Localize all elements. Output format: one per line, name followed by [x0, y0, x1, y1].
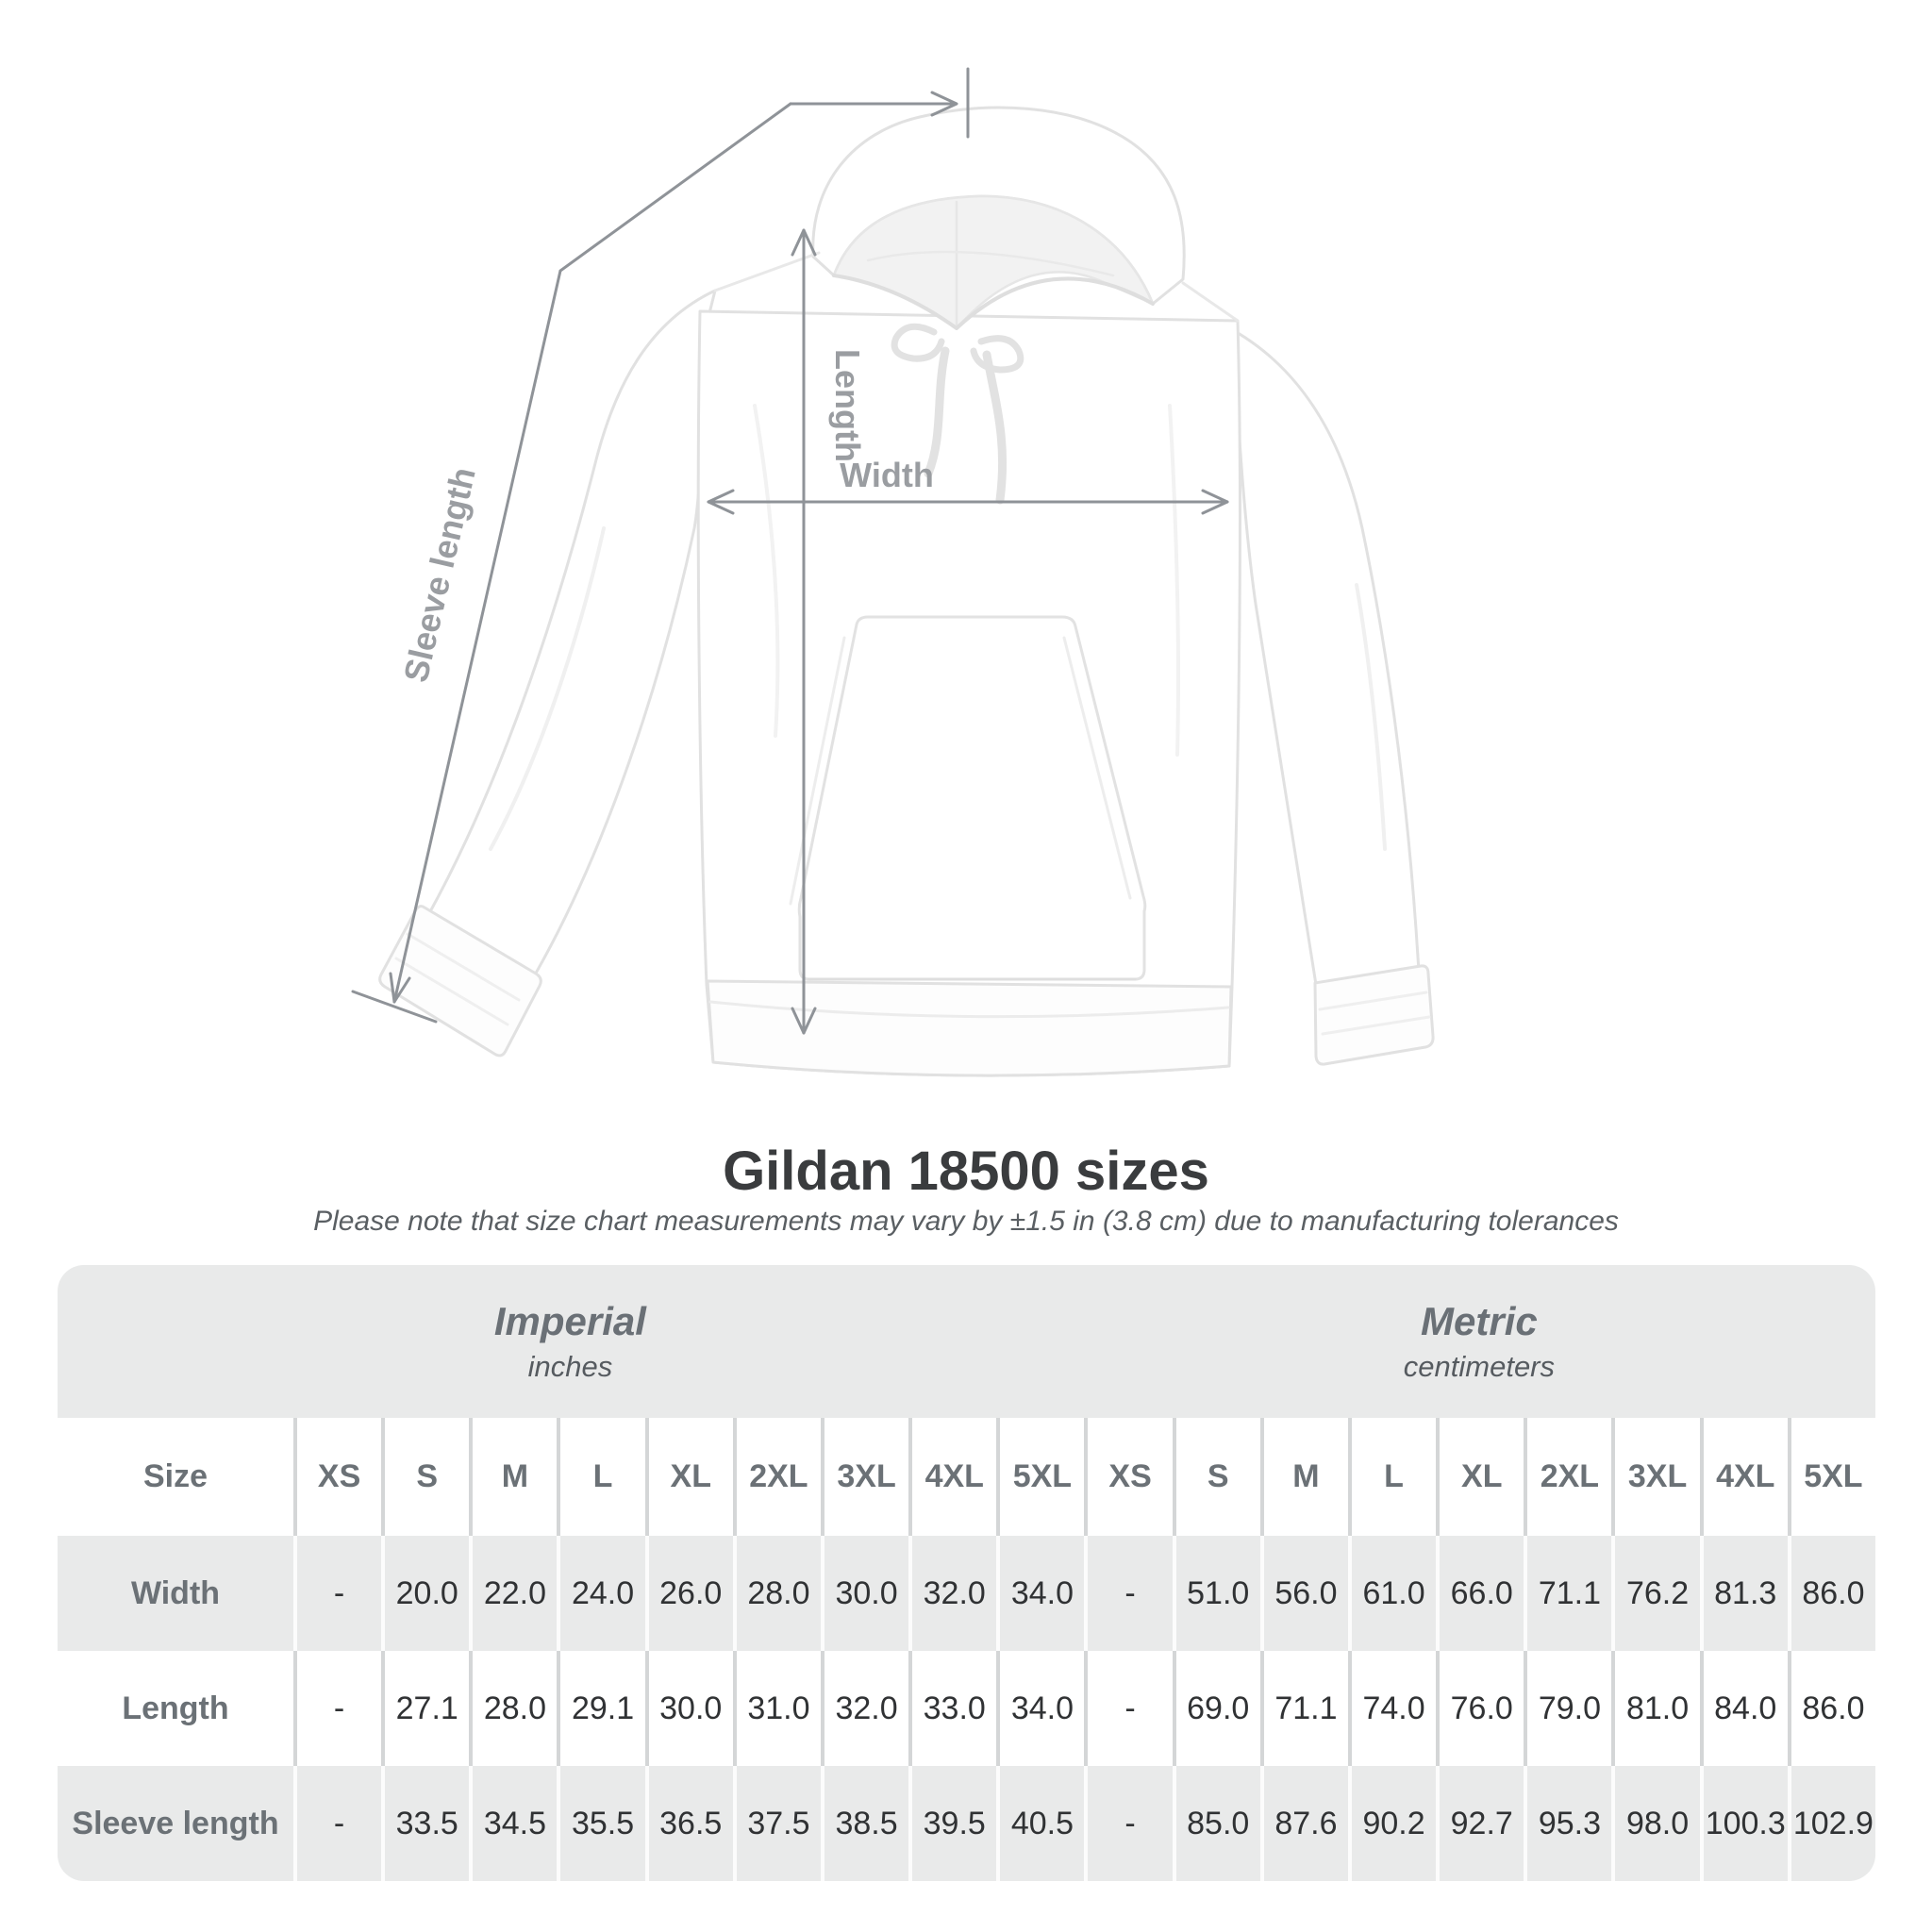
row-label-length: Length: [58, 1651, 293, 1766]
value-cell: 22.0: [469, 1536, 557, 1651]
row-label-width: Width: [58, 1536, 293, 1651]
column-header-metric-s: S: [1173, 1418, 1260, 1536]
hoodie-image: [380, 108, 1433, 1075]
value-cell: 79.0: [1524, 1651, 1611, 1766]
value-cell: 38.5: [821, 1766, 908, 1881]
value-cell: 39.5: [908, 1766, 996, 1881]
value-cell: 100.3: [1700, 1766, 1788, 1881]
value-cell: 32.0: [908, 1536, 996, 1651]
size-grid: [58, 1418, 1875, 1881]
width-label: Width: [840, 456, 934, 494]
column-header-imperial-2xl: 2XL: [733, 1418, 821, 1536]
value-cell: -: [293, 1536, 381, 1651]
column-header-metric-l: L: [1348, 1418, 1436, 1536]
value-cell: 69.0: [1173, 1651, 1260, 1766]
column-header-metric-xs: XS: [1084, 1418, 1172, 1536]
column-header-imperial-5xl: 5XL: [996, 1418, 1084, 1536]
column-header-imperial-3xl: 3XL: [821, 1418, 908, 1536]
value-cell: 56.0: [1260, 1536, 1348, 1651]
value-cell: 40.5: [996, 1766, 1084, 1881]
imperial-title: Imperial: [493, 1299, 646, 1343]
column-header-metric-5xl: 5XL: [1788, 1418, 1875, 1536]
value-cell: 29.1: [557, 1651, 644, 1766]
imperial-section-header: [58, 1265, 1083, 1418]
value-cell: -: [293, 1766, 381, 1881]
column-header-imperial-m: M: [469, 1418, 557, 1536]
value-cell: 51.0: [1173, 1536, 1260, 1651]
column-header-imperial-4xl: 4XL: [908, 1418, 996, 1536]
value-cell: 85.0: [1173, 1766, 1260, 1881]
value-cell: 33.0: [908, 1651, 996, 1766]
column-header-metric-m: M: [1260, 1418, 1348, 1536]
row-label-sleeve-length: Sleeve length: [58, 1766, 293, 1881]
value-cell: 20.0: [381, 1536, 469, 1651]
sleeve-length-label: Sleeve length: [395, 463, 483, 686]
column-header-imperial-xl: XL: [645, 1418, 733, 1536]
value-cell: 32.0: [821, 1651, 908, 1766]
metric-unit: centimeters: [1403, 1350, 1556, 1383]
value-cell: 98.0: [1611, 1766, 1699, 1881]
value-cell: 81.0: [1611, 1651, 1699, 1766]
value-cell: 66.0: [1436, 1536, 1524, 1651]
value-cell: 34.0: [996, 1651, 1084, 1766]
value-cell: -: [1084, 1766, 1172, 1881]
value-cell: 84.0: [1700, 1651, 1788, 1766]
imperial-unit: inches: [527, 1350, 613, 1383]
value-cell: 71.1: [1260, 1651, 1348, 1766]
value-cell: 76.0: [1436, 1651, 1524, 1766]
value-cell: 35.5: [557, 1766, 644, 1881]
value-cell: 92.7: [1436, 1766, 1524, 1881]
value-cell: 74.0: [1348, 1651, 1436, 1766]
value-cell: 28.0: [469, 1651, 557, 1766]
metric-title: Metric: [1421, 1299, 1538, 1343]
tolerance-note: Please note that size chart measurements may vary by ±1.5 in (3.8 cm) due to manufacturing tolerances: [313, 1206, 1619, 1237]
value-cell: 34.0: [996, 1536, 1084, 1651]
value-cell: -: [1084, 1536, 1172, 1651]
unit-band: [58, 1265, 1875, 1418]
column-header-metric-4xl: 4XL: [1700, 1418, 1788, 1536]
column-header-metric-2xl: 2XL: [1524, 1418, 1611, 1536]
column-header-metric-xl: XL: [1436, 1418, 1524, 1536]
value-cell: 30.0: [645, 1651, 733, 1766]
value-cell: 30.0: [821, 1536, 908, 1651]
value-cell: 87.6: [1260, 1766, 1348, 1881]
metric-section-header: [1083, 1265, 1875, 1418]
column-header-imperial-xs: XS: [293, 1418, 381, 1536]
value-cell: 71.1: [1524, 1536, 1611, 1651]
value-cell: 90.2: [1348, 1766, 1436, 1881]
value-cell: 81.3: [1700, 1536, 1788, 1651]
value-cell: -: [293, 1651, 381, 1766]
value-cell: 102.9: [1788, 1766, 1875, 1881]
value-cell: 37.5: [733, 1766, 821, 1881]
value-cell: 34.5: [469, 1766, 557, 1881]
value-cell: 33.5: [381, 1766, 469, 1881]
value-cell: 26.0: [645, 1536, 733, 1651]
column-header-imperial-s: S: [381, 1418, 469, 1536]
column-header-metric-3xl: 3XL: [1611, 1418, 1699, 1536]
value-cell: -: [1084, 1651, 1172, 1766]
column-header-imperial-l: L: [557, 1418, 644, 1536]
value-cell: 86.0: [1788, 1651, 1875, 1766]
value-cell: 27.1: [381, 1651, 469, 1766]
value-cell: 61.0: [1348, 1536, 1436, 1651]
value-cell: 28.0: [733, 1536, 821, 1651]
value-cell: 36.5: [645, 1766, 733, 1881]
value-cell: 95.3: [1524, 1766, 1611, 1881]
size-column-header: Size: [58, 1418, 293, 1536]
value-cell: 31.0: [733, 1651, 821, 1766]
value-cell: 76.2: [1611, 1536, 1699, 1651]
page-title: Gildan 18500 sizes: [723, 1141, 1209, 1202]
value-cell: 86.0: [1788, 1536, 1875, 1651]
length-label: Length: [828, 349, 867, 462]
value-cell: 24.0: [557, 1536, 644, 1651]
size-table: [58, 1265, 1875, 1881]
